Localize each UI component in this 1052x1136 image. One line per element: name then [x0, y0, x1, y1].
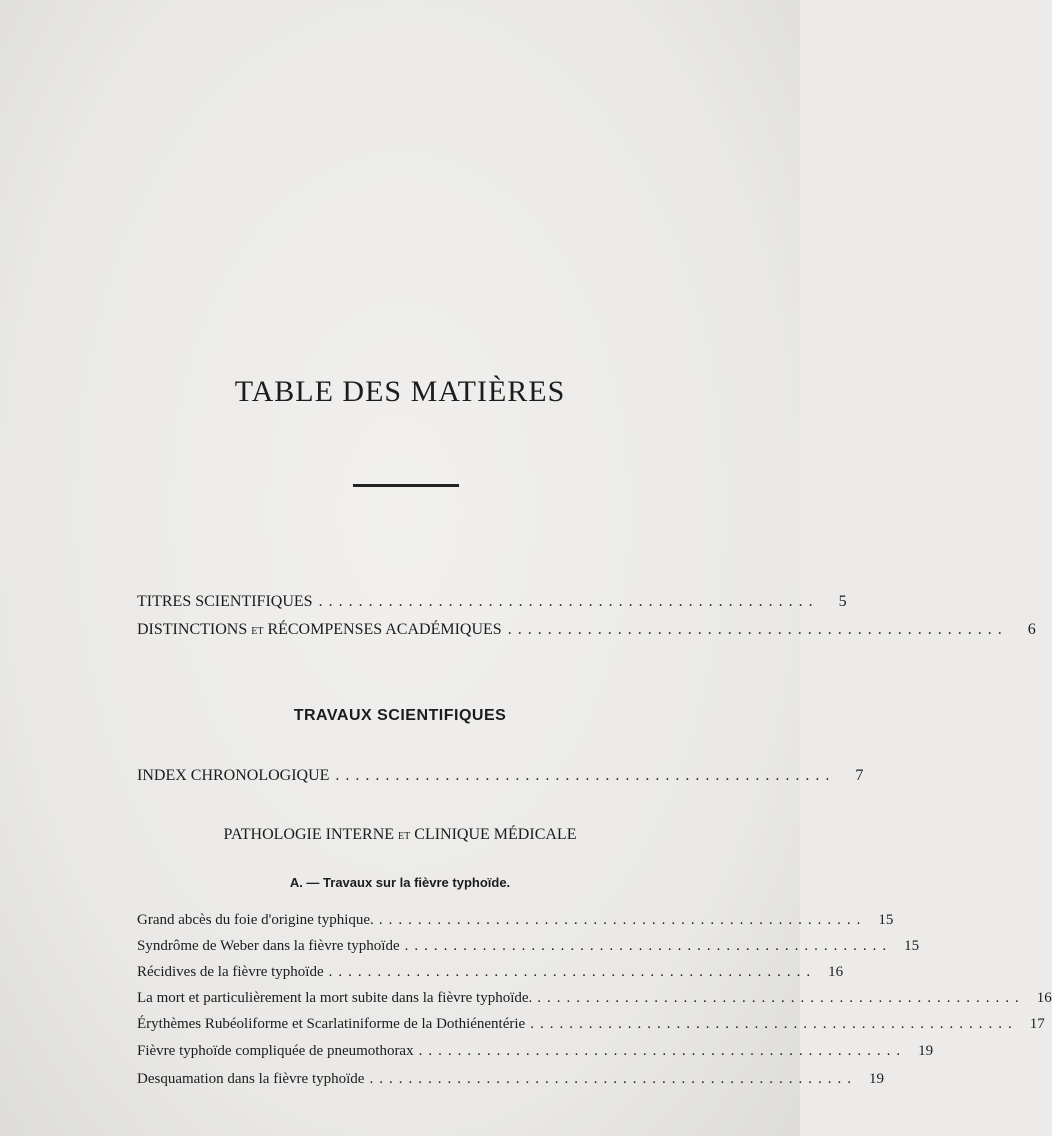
leader-dots: ..................................................: [335, 767, 836, 784]
page-title: TABLE DES MATIÈRES: [234, 375, 566, 408]
title-rule: [353, 484, 459, 487]
leader-dots: ..................................................: [369, 1071, 857, 1087]
section-heading: TRAVAUX SCIENTIFIQUES: [293, 707, 507, 724]
subsection-heading: [0, 826, 800, 844]
entry-page-number: 16: [1036, 990, 1052, 1006]
subsubsection-heading: A. — Travaux sur la fièvre typhoïde.: [289, 875, 511, 890]
leader-dots: ..................................................: [537, 990, 1025, 1006]
toc-page-number: 7: [855, 767, 864, 784]
entry-label: Desquamation dans la fièvre typhoïde: [137, 1071, 365, 1087]
entry-row: [137, 938, 920, 962]
toc-row-titres: [137, 593, 847, 619]
entry-page-number: 15: [904, 938, 920, 954]
subsection-part: PATHOLOGIE INTERNE: [223, 826, 395, 843]
entry-label: Grand abcès du foie d'origine typhique.: [137, 912, 374, 928]
entry-page-number: 16: [828, 964, 844, 980]
toc-label-part: RÉCOMPENSES ACADÉMIQUES: [267, 621, 502, 638]
subsection-conjunction: ET: [398, 831, 411, 842]
entry-row: [137, 912, 894, 936]
toc-label: [137, 621, 502, 639]
entry-row: [137, 990, 1052, 1014]
entry-page-number: 17: [1029, 1016, 1045, 1032]
entry-page-number: 19: [918, 1043, 934, 1059]
toc-label: TITRES SCIENTIFIQUES: [137, 593, 313, 610]
toc-row-index: [137, 767, 864, 793]
entry-row: [137, 1043, 934, 1067]
leader-dots: ..................................................: [378, 912, 867, 928]
entry-label: La mort et particulièrement la mort subite dans la fièvre typhoïde.: [137, 990, 533, 1006]
entry-label: Syndrôme de Weber dans la fièvre typhoïde: [137, 938, 400, 954]
entry-label: Érythèmes Rubéoliforme et Scarlatiniforme de la Dothiénentérie: [137, 1016, 526, 1032]
entry-row: [137, 1016, 1045, 1040]
toc-page-number: 6: [1027, 621, 1036, 638]
toc-row-distinctions: [137, 621, 1036, 647]
leader-dots: ..................................................: [328, 964, 817, 980]
leader-dots: ..................................................: [418, 1043, 907, 1059]
entry-row: [137, 964, 844, 988]
entry-label: Fièvre typhoïde compliquée de pneumothorax: [137, 1043, 414, 1059]
toc-label-conjunction: ET: [251, 626, 264, 637]
leader-dots: ..................................................: [507, 621, 1008, 638]
toc-page-number: 5: [838, 593, 847, 610]
leader-dots: ..................................................: [530, 1016, 1018, 1032]
entry-page-number: 19: [868, 1071, 884, 1087]
leader-dots: ..................................................: [318, 593, 819, 610]
leader-dots: ..................................................: [404, 938, 893, 954]
toc-label-part: DISTINCTIONS: [137, 621, 248, 638]
subsection-part: CLINIQUE MÉDICALE: [414, 826, 577, 843]
entry-label: Récidives de la fièvre typhoïde: [137, 964, 324, 980]
entry-row: [137, 1071, 884, 1095]
entry-page-number: 15: [878, 912, 894, 928]
toc-label: INDEX CHRONOLOGIQUE: [137, 767, 330, 784]
